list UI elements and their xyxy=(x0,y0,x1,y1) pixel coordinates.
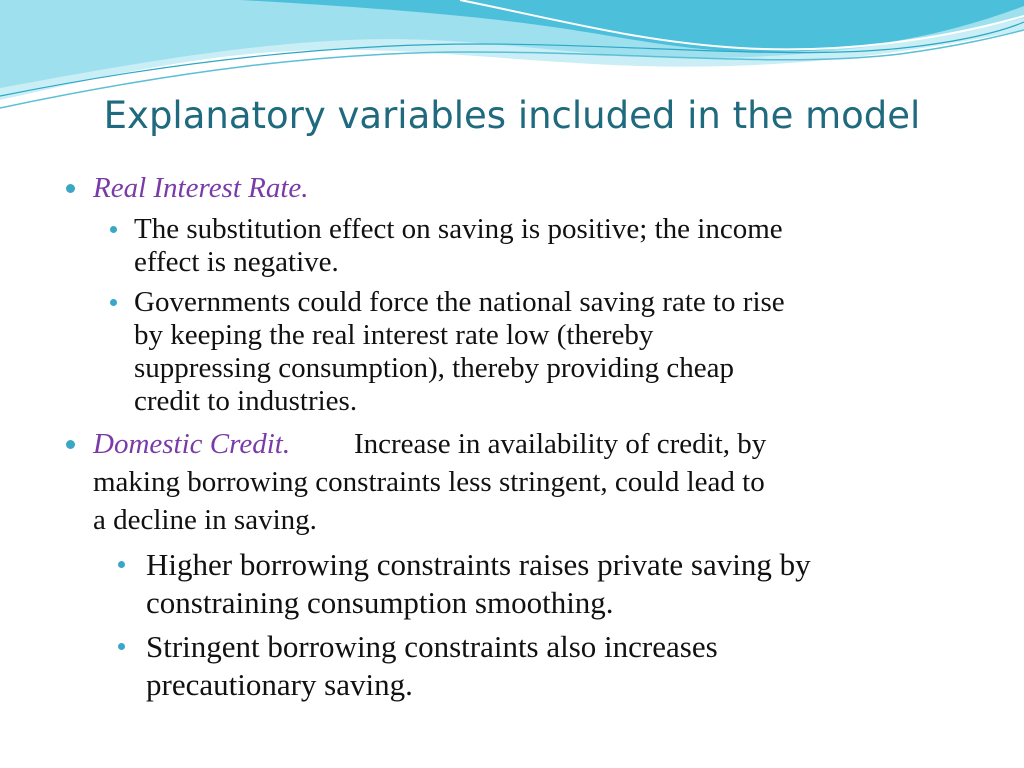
sub-bullet-text: Higher borrowing constraints raises private saving by xyxy=(146,547,811,582)
slide-title: Explanatory variables included in the model xyxy=(103,94,921,137)
sub-bullet-text: precautionary saving. xyxy=(146,667,413,702)
sub-bullet-text: Governments could force the national saving rate to rise xyxy=(134,286,785,318)
bullet-text: a decline in saving. xyxy=(93,504,317,536)
bullet-dot xyxy=(66,440,75,449)
sub-bullet-dot xyxy=(110,299,117,306)
sub-bullet-dot xyxy=(118,643,125,650)
sub-bullet-text: effect is negative. xyxy=(134,246,339,278)
sub-bullet-text: The substitution effect on saving is positive; the income xyxy=(134,213,783,245)
sub-bullet-text: constraining consumption smoothing. xyxy=(146,585,614,620)
sub-bullet-text: Stringent borrowing constraints also increases xyxy=(146,629,718,664)
bullet-text: Increase in availability of credit, by xyxy=(354,428,767,460)
sub-bullet-text: suppressing consumption), thereby providing cheap xyxy=(134,352,735,384)
bullet-heading-real-interest-rate: Real Interest Rate. xyxy=(93,172,309,204)
bullet-heading-domestic-credit: Domestic Credit. xyxy=(93,428,291,460)
sub-bullet-text: credit to industries. xyxy=(134,385,358,417)
sub-bullet-text: by keeping the real interest rate low (thereby xyxy=(134,319,654,351)
sub-bullet-dot xyxy=(110,226,117,233)
bullet-text: making borrowing constraints less stringent, could lead to xyxy=(93,466,765,498)
sub-bullet-dot xyxy=(118,561,125,568)
bullet-dot xyxy=(66,184,75,193)
